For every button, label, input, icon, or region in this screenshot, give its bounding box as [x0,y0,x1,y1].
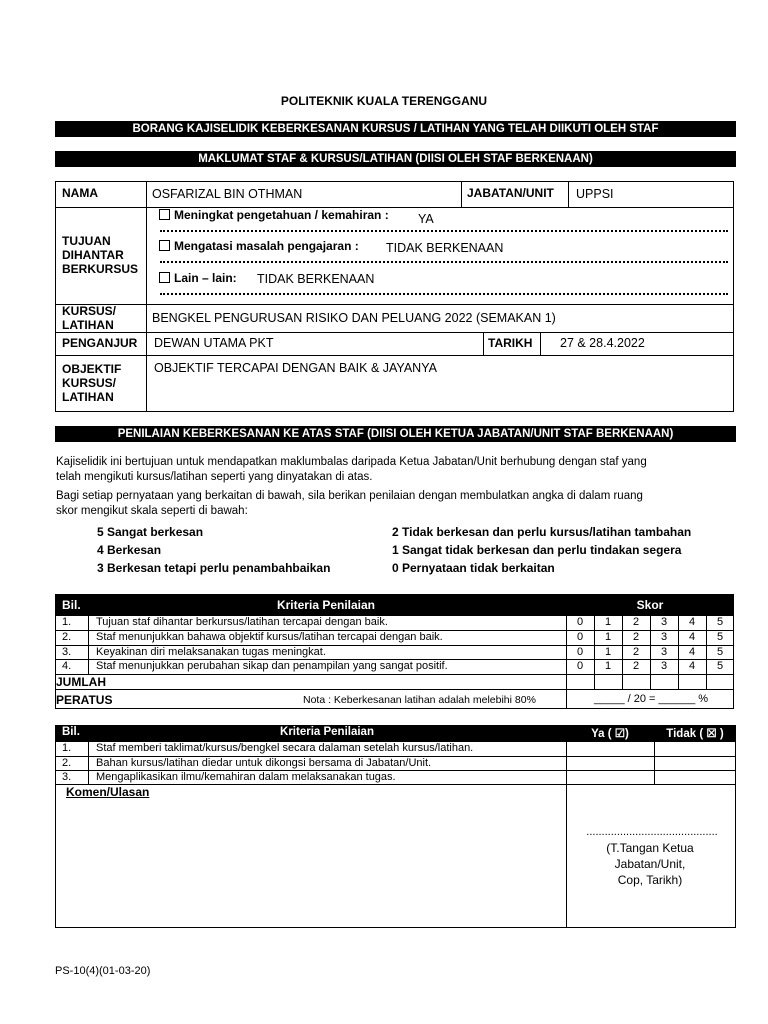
form-title-bar: BORANG KAJISELIDIK KEBERKESANAN KURSUS / LATIHAN YANG TELAH DIIKUTI OLEH STAF [55,121,736,137]
score-option[interactable]: 2 [632,631,640,643]
nota-text: Nota : Keberkesanan latihan adalah melebihi 80% [303,694,536,706]
ya-cell[interactable] [567,771,653,784]
objektif-label-line: OBJEKTIF [62,362,122,376]
option-label: Meningkat pengetahuan / kemahiran : [174,208,389,222]
score-option[interactable]: 0 [576,646,584,658]
score-option[interactable]: 5 [716,660,724,672]
score-option[interactable]: 5 [716,616,724,628]
score-option[interactable]: 2 [632,616,640,628]
row-criteria: Tujuan staf dihantar berkursus/latihan tercapai dengan baik. [96,616,388,628]
scale-5: 5 Sangat berkesan [97,525,204,539]
option-meningkat[interactable] [159,208,389,222]
dotted-line [160,261,728,263]
tarikh-value[interactable]: 27 & 28.4.2022 [560,336,645,350]
row-criteria: Keyakinan diri melaksanakan tugas meningkat. [96,646,326,658]
kursus-label-line: KURSUS/ [62,304,117,318]
option-label: Lain – lain: [174,271,237,285]
tarikh-label: TARIKH [488,336,533,350]
komen-area[interactable] [57,800,563,925]
row-number: 4. [62,660,72,672]
score-option[interactable]: 2 [632,646,640,658]
nama-value[interactable]: OSFARIZAL BIN OTHMAN [152,187,303,201]
tujuan-label-line: BERKURSUS [62,262,139,276]
score-option[interactable]: 3 [660,660,668,672]
score-option[interactable]: 3 [660,631,668,643]
scale-1: 1 Sangat tidak berkesan dan perlu tindakan segera [392,543,682,557]
score-option[interactable]: 0 [576,660,584,672]
ya-cell[interactable] [567,757,653,770]
ya-cell[interactable] [567,742,653,755]
score-option[interactable]: 2 [632,660,640,672]
score-option[interactable]: 4 [688,631,696,643]
section1-title-bar: MAKLUMAT STAF & KURSUS/LATIHAN (DIISI OLEH STAF BERKENAAN) [55,151,736,167]
row-number: 1. [62,616,72,628]
row-number: 1. [62,742,72,754]
scale-2: 2 Tidak berkesan dan perlu kursus/latihan tambahan [392,525,692,539]
scale-4: 4 Berkesan [97,543,162,557]
objektif-label-line: LATIHAN [62,390,114,404]
signature-line[interactable]: ........................................... [586,826,718,838]
score-option[interactable]: 0 [576,631,584,643]
score-option[interactable]: 5 [716,631,724,643]
jabatan-value[interactable]: UPPSI [576,187,614,201]
institution-title: POLITEKNIK KUALA TERENGGANU [280,94,488,108]
score-option[interactable]: 1 [604,616,612,628]
signature-caption [566,840,734,888]
score-option[interactable]: 4 [688,646,696,658]
tujuan-label-line: TUJUAN [62,234,111,248]
row-criteria: Mengaplikasikan ilmu/kemahiran dalam melaksanakan tugas. [96,771,396,783]
option-meningkat-value[interactable]: YA [418,212,434,226]
row-number: 3. [62,771,72,783]
intro-line: skor mengikut skala seperti di bawah: [56,505,248,517]
col-skor: Skor [636,598,664,612]
intro-line: Bagi setiap pernyataan yang berkaitan di bawah, sila berikan penilaian dengan membulatkan angka di dalam ruang [56,490,643,502]
peratus-label: PERATUS [56,693,113,707]
signature-caption-line: Cop, Tarikh) [617,873,683,887]
dotted-line [160,230,728,232]
score-option[interactable]: 5 [716,646,724,658]
col-tidak: Tidak ( ☒ ) [666,728,724,740]
tidak-cell[interactable] [655,757,735,770]
kursus-value[interactable]: BENGKEL PENGURUSAN RISIKO DAN PELUANG 2022 (SEMAKAN 1) [152,311,556,325]
penganjur-value[interactable]: DEWAN UTAMA PKT [154,336,274,350]
objektif-value[interactable]: OBJEKTIF TERCAPAI DENGAN BAIK & JAYANYA [154,361,437,375]
objektif-label [62,362,121,404]
score-option[interactable]: 3 [660,646,668,658]
col-bil: Bil. [62,726,80,738]
jabatan-label: JABATAN/UNIT [467,186,554,200]
col-kriteria: Kriteria Penilaian [276,598,376,612]
percentage-formula[interactable]: _____ / 20 = ______ % [594,693,709,705]
option-lain[interactable] [159,271,237,285]
tidak-cell[interactable] [655,742,735,755]
row-number: 2. [62,631,72,643]
option-label: Mengatasi masalah pengajaran : [174,239,359,253]
option-mengatasi[interactable] [159,239,359,253]
intro-paragraph-1 [56,455,746,485]
option-lain-value[interactable]: TIDAK BERKENAAN [257,272,375,286]
tujuan-label-line: DIHANTAR [62,248,124,262]
checkbox-icon[interactable] [159,240,170,251]
komen-label: Komen/Ulasan [66,785,150,799]
checkbox-icon[interactable] [159,272,170,283]
scale-0: 0 Pernyataan tidak berkaitan [392,561,555,575]
score-option[interactable]: 0 [576,616,584,628]
nama-label: NAMA [62,186,98,200]
checkbox-icon[interactable] [159,209,170,220]
penganjur-label: PENGANJUR [62,336,138,350]
score-option[interactable]: 1 [604,631,612,643]
row-criteria: Staf memberi taklimat/kursus/bengkel secara dalaman setelah kursus/latihan. [96,742,474,754]
score-option[interactable]: 1 [604,646,612,658]
score-option[interactable]: 1 [604,660,612,672]
signature-caption-line: (T.Tangan Ketua [606,841,694,855]
row-criteria: Staf menunjukkan bahawa objektif kursus/latihan tercapai dengan baik. [96,631,443,643]
form-code: PS-10(4)(01-03-20) [55,965,151,977]
intro-line: Kajiselidik ini bertujuan untuk mendapatkan maklumbalas daripada Ketua Jabatan/Unit berhubung dengan staf yang [56,456,647,468]
row-number: 3. [62,646,72,658]
row-number: 2. [62,757,72,769]
dotted-line [160,293,728,295]
score-option[interactable]: 4 [688,616,696,628]
col-ya: Ya ( ☑) [591,728,629,740]
signature-caption-line: Jabatan/Unit, [614,857,686,871]
col-bil: Bil. [62,598,81,612]
intro-paragraph-2 [56,489,746,519]
objektif-label-line: KURSUS/ [62,376,117,390]
score-option[interactable]: 4 [688,660,696,672]
tidak-cell[interactable] [655,771,735,784]
jumlah-label: JUMLAH [56,675,106,689]
row-criteria: Bahan kursus/latihan diedar untuk dikongsi bersama di Jabatan/Unit. [96,757,432,769]
section2-title-bar: PENILAIAN KEBERKESANAN KE ATAS STAF (DIISI OLEH KETUA JABATAN/UNIT STAF BERKENAAN) [55,426,736,442]
intro-line: telah mengikuti kursus/latihan seperti yang dinyatakan di atas. [56,471,373,483]
kursus-label-line: LATIHAN [62,318,114,332]
row-criteria: Staf menunjukkan perubahan sikap dan penampilan yang sangat positif. [96,660,448,672]
col-kriteria: Kriteria Penilaian [280,726,374,738]
kursus-label [62,304,116,332]
score-option[interactable]: 3 [660,616,668,628]
option-mengatasi-value[interactable]: TIDAK BERKENAAN [386,241,504,255]
tujuan-label [62,234,138,276]
scale-3: 3 Berkesan tetapi perlu penambahbaikan [97,561,331,575]
